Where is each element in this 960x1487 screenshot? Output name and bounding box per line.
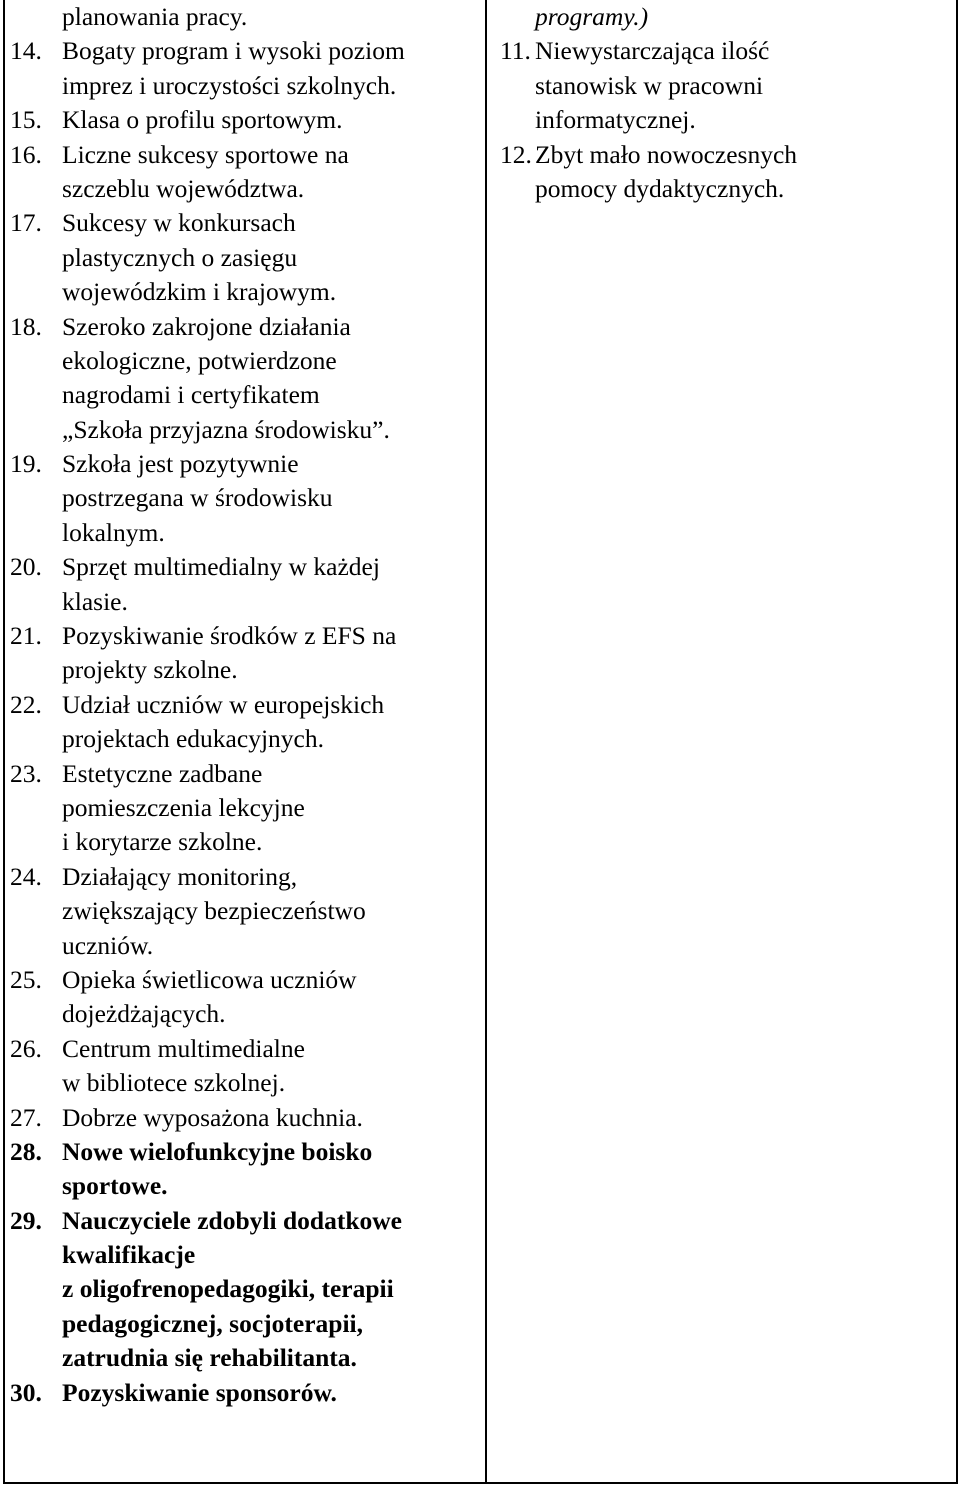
- item-text-line: Estetyczne zadbane: [62, 758, 263, 788]
- item-number: 21.: [10, 621, 42, 651]
- item-number: 17.: [10, 208, 42, 238]
- item-text-line: Szeroko zakrojone działania: [62, 311, 351, 341]
- item-text-line: Szkoła jest pozytywnie: [62, 449, 299, 479]
- item-number: 12.: [500, 139, 532, 169]
- item-text-line: dojeżdżających.: [62, 999, 226, 1029]
- list-item: [10, 138, 472, 207]
- list-item: [10, 1135, 472, 1204]
- item-text-line: projektach edukacyjnych.: [62, 724, 324, 754]
- item-text-line: ekologiczne, potwierdzone: [62, 345, 337, 375]
- item-text-line: zatrudnia się rehabilitanta.: [62, 1343, 357, 1373]
- item-number: 11.: [500, 36, 531, 66]
- item-number: 24.: [10, 861, 42, 891]
- item-number: 22.: [10, 689, 42, 719]
- item-number: 30.: [10, 1377, 42, 1407]
- item-text-line: klasie.: [62, 586, 128, 616]
- item-text: [62, 688, 472, 757]
- item-text-line: informatycznej.: [535, 105, 696, 135]
- item-text-line: Centrum multimedialne: [62, 1033, 305, 1063]
- item-text-line: pomieszczenia lekcyjne: [62, 793, 305, 822]
- list-item: [500, 138, 940, 207]
- item-text: [62, 1135, 472, 1204]
- item-number: 23.: [10, 758, 42, 788]
- item-text-line: sportowe.: [62, 1171, 168, 1201]
- continuation-line: planowania pracy.: [62, 2, 248, 31]
- item-text: [62, 34, 472, 103]
- item-text-line: Udział uczniów w europejskich: [62, 689, 385, 719]
- item-text-line: nagrodami i certyfikatem: [62, 380, 320, 410]
- item-number: 29.: [10, 1205, 42, 1235]
- list-item: [500, 34, 940, 137]
- item-text: [62, 447, 472, 550]
- item-text: [535, 138, 940, 207]
- weaknesses-list: [500, 34, 940, 206]
- item-text-line: Działający monitoring,: [62, 861, 298, 891]
- item-text: [535, 34, 940, 137]
- item-text-line: i korytarze szkolne.: [62, 827, 263, 857]
- item-text: [62, 860, 472, 963]
- weaknesses-column: [500, 0, 940, 206]
- list-item: [10, 1101, 472, 1135]
- item-text-line: Klasa o profilu sportowym.: [62, 105, 343, 135]
- list-item: [10, 860, 472, 963]
- item-number: 25.: [10, 964, 42, 994]
- item-text-line: Opieka świetlicowa uczniów: [62, 964, 357, 994]
- item-text-line: pedagogicznej, socjoterapii,: [62, 1308, 363, 1338]
- item-text: [62, 206, 472, 309]
- item-text-line: imprez i uroczystości szkolnych.: [62, 70, 397, 100]
- item-text: [62, 1376, 472, 1410]
- item-text-line: uczniów.: [62, 930, 154, 960]
- item-number: 28.: [10, 1136, 42, 1166]
- item-number: 15.: [10, 105, 42, 135]
- item-number: 14.: [10, 36, 42, 66]
- list-item: [10, 1032, 472, 1101]
- item-text-line: wojewódzkim i krajowym.: [62, 277, 337, 307]
- item-text-line: Niewystarczająca ilość: [535, 36, 770, 66]
- item-text-line: plastycznych o zasięgu: [62, 242, 298, 272]
- item-text-line: kwalifikacje: [62, 1240, 196, 1270]
- item-text-line: Nowe wielofunkcyjne boisko: [62, 1136, 373, 1166]
- item-text-line: zwiększający bezpieczeństwo: [62, 896, 366, 926]
- item-text-line: Bogaty program i wysoki poziom: [62, 36, 405, 66]
- item-text-line: lokalnym.: [62, 517, 165, 547]
- list-item: [10, 1204, 472, 1376]
- continuation-line: programy.): [535, 2, 649, 31]
- list-item: [10, 206, 472, 309]
- list-item: [10, 963, 472, 1032]
- list-item: [10, 34, 472, 103]
- item-text: [62, 1204, 472, 1376]
- item-number: 19.: [10, 449, 42, 479]
- item-text-line: Zbyt mało nowoczesnych: [535, 139, 798, 169]
- item-text: [62, 963, 472, 1032]
- item-text-line: Pozyskiwanie sponsorów.: [62, 1377, 337, 1407]
- item-text-line: stanowisk w pracowni: [535, 70, 764, 100]
- item-text: [62, 103, 472, 137]
- item-number: 27.: [10, 1102, 42, 1132]
- item-text-line: „Szkoła przyjazna środowisku”.: [62, 414, 390, 444]
- item-text-line: Liczne sukcesy sportowe na: [62, 139, 349, 169]
- item-text-line: Pozyskiwanie środków z EFS na: [62, 621, 397, 651]
- list-item: [10, 550, 472, 619]
- list-item: [10, 310, 472, 448]
- item-text: [62, 1101, 472, 1135]
- list-item: [10, 103, 472, 137]
- item-text-line: projekty szkolne.: [62, 655, 238, 685]
- item-text-line: Dobrze wyposażona kuchnia.: [62, 1102, 363, 1132]
- list-item: [10, 757, 472, 860]
- item-number: 16.: [10, 139, 42, 169]
- item-text-line: w bibliotece szkolnej.: [62, 1068, 286, 1098]
- item-text-line: Sprzęt multimedialny w każdej: [62, 552, 380, 582]
- item-number: 26.: [10, 1033, 42, 1063]
- item-text-line: postrzegana w środowisku: [62, 483, 333, 513]
- strengths-list: [10, 34, 472, 1410]
- item-text: [62, 138, 472, 207]
- item-text: [62, 1032, 472, 1101]
- item-text-line: pomocy dydaktycznych.: [535, 173, 785, 203]
- item-text: [62, 310, 472, 448]
- item-text-line: z oligofrenopedagogiki, terapii: [62, 1274, 394, 1304]
- item-text-line: Nauczyciele zdobyli dodatkowe: [62, 1205, 402, 1235]
- list-item: [10, 447, 472, 550]
- strengths-column: [10, 0, 472, 1410]
- item-text: [62, 550, 472, 619]
- item-number: 20.: [10, 552, 42, 582]
- item-text: [62, 619, 472, 688]
- list-item: [10, 619, 472, 688]
- item-text-line: szczeblu województwa.: [62, 173, 305, 203]
- list-item: [10, 1376, 472, 1410]
- list-item: [10, 688, 472, 757]
- column-divider: [485, 0, 487, 1482]
- item-number: 18.: [10, 311, 42, 341]
- item-text-line: Sukcesy w konkursach: [62, 208, 296, 238]
- item-text: [62, 757, 472, 860]
